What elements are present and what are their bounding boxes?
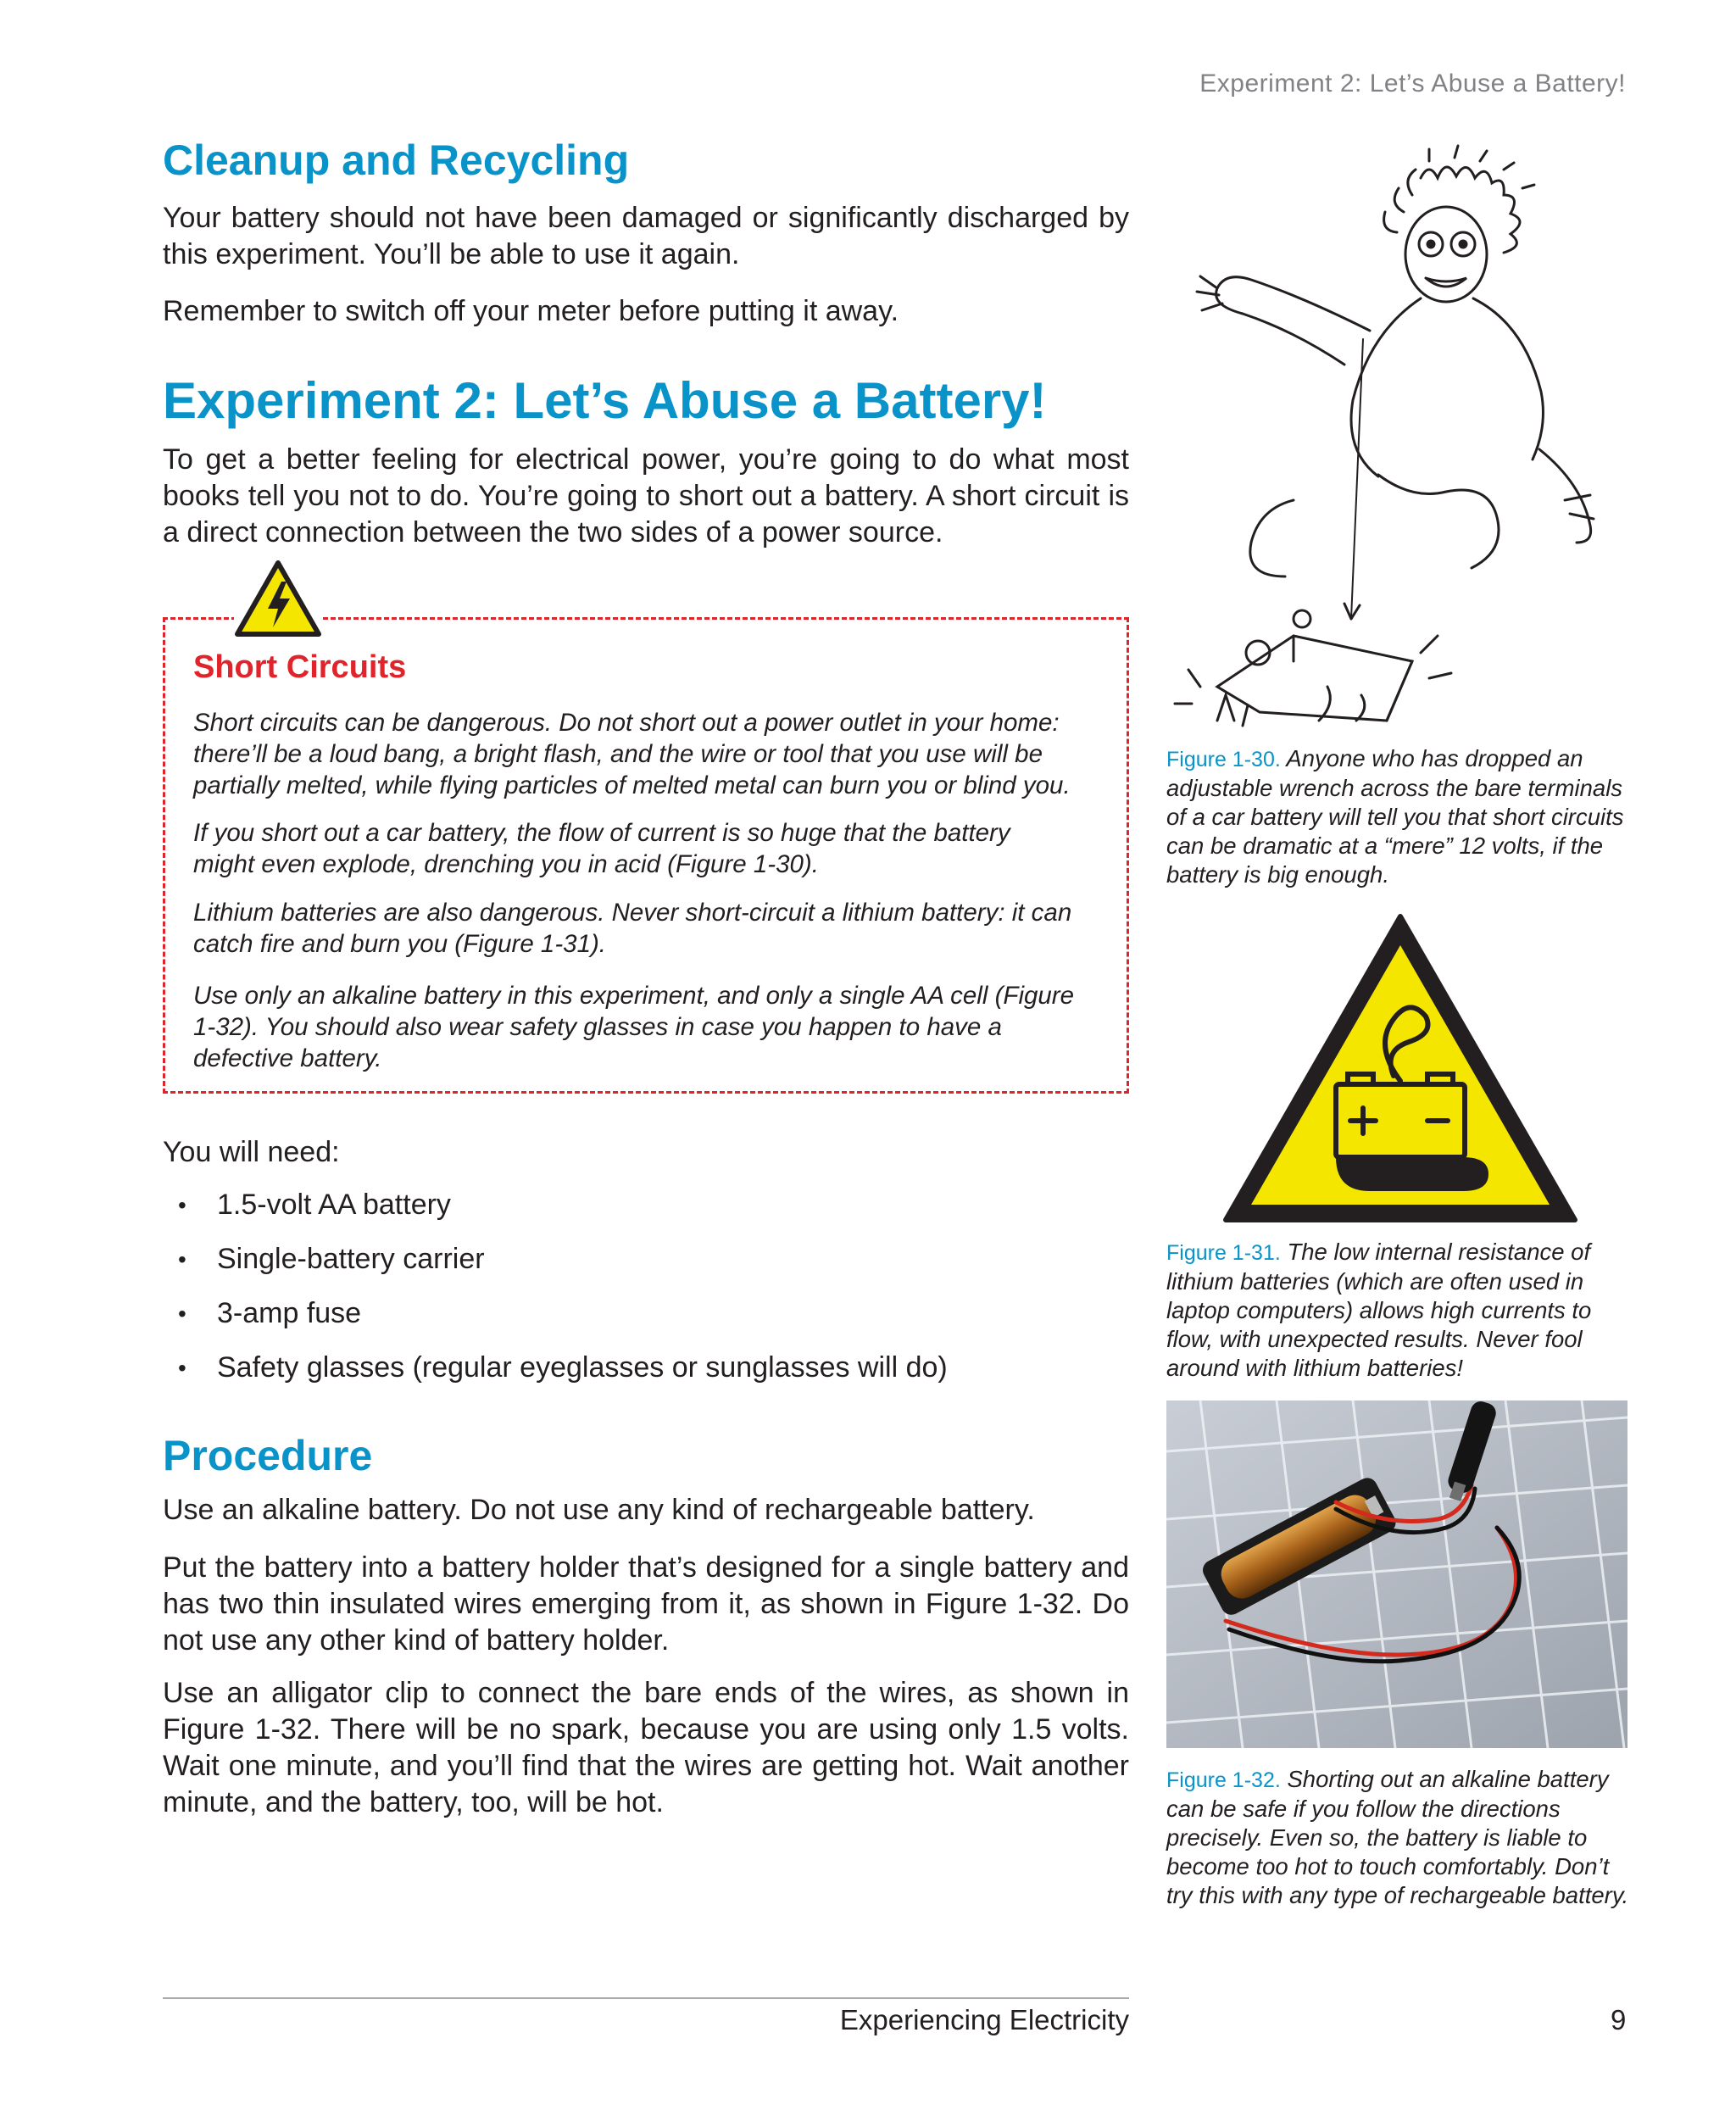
page-number: 9 xyxy=(1611,2004,1627,2035)
procedure-heading: Procedure xyxy=(163,1432,373,1479)
cleanup-heading: Cleanup and Recycling xyxy=(163,136,630,184)
warning-paragraph: Lithium batteries are also dangerous. Never short-circuit a lithium battery: it can catch fire and burn you (Figure 1-31). xyxy=(193,899,1072,958)
figure-label: Figure 1-32. xyxy=(1166,1768,1281,1792)
figure-label: Figure 1-31. xyxy=(1166,1241,1281,1265)
footer-rule xyxy=(163,1997,1129,1999)
list-item: • Safety glasses (regular eyeglasses or sunglasses will do) xyxy=(178,1350,948,1404)
procedure-paragraph: Put the battery into a battery holder that’s designed for a single battery and has two thin insulated wires emerging from it, as shown in Figure 1-32. Do not use any other kind of battery holder. xyxy=(163,1551,1129,1657)
figure-1-31-battery-hazard-sign xyxy=(1221,911,1580,1225)
caption-text: Shorting out an alkaline battery can be safe if you follow the directions precisely. Even so, the battery is liable to become too hot to touch comfortably. Don’t try this with any type of rechargeable battery. xyxy=(1166,1766,1629,1908)
figure-1-31-caption xyxy=(1166,1238,1641,1383)
need-intro: You will need: xyxy=(163,1136,340,1168)
warning-paragraph: Use only an alkaline battery in this experiment, and only a single AA cell (Figure 1-32). You should also wear safety glasses in case you happen to have a defective battery. xyxy=(193,982,1075,1072)
materials-list xyxy=(178,1187,948,1404)
footer-section-title: Experiencing Electricity xyxy=(839,2004,1129,2035)
warning-paragraph: If you short out a car battery, the flow of current is so huge that the battery might even explode, drenching you in acid (Figure 1-30). xyxy=(193,819,1010,878)
caption-text: The low internal resistance of lithium batteries (which are often used in laptop computers) allows high currents to flow, with unexpected results. Never fool around with lithium batteries! xyxy=(1166,1239,1592,1381)
figure-label: Figure 1-30. xyxy=(1166,748,1281,771)
warning-title: Short Circuits xyxy=(193,649,407,685)
procedure-paragraph: Use an alligator clip to connect the bare ends of the wires, as shown in Figure 1-32. There will be no spark, because you are using only 1.5 volts. Wait one minute, and you’ll find that the wires are getting hot. Wait another minute, and the battery, too, will be hot. xyxy=(163,1677,1129,1818)
experiment-intro: To get a better feeling for electrical power, you’re going to do what most books tell you not to do. You’re going to short out a battery. A short circuit is a direct connection between the two sides of a power source. xyxy=(163,443,1129,548)
experiment-heading: Experiment 2: Let’s Abuse a Battery! xyxy=(163,372,1047,429)
warning-paragraph: Short circuits can be dangerous. Do not short out a power outlet in your home: there’ll be a loud bang, a bright flash, and the wire or tool that you use will be partially melted, while flying particles of melted metal can burn you or blind you. xyxy=(193,709,1071,799)
figure-1-30-illustration xyxy=(1166,144,1641,729)
running-head: Experiment 2: Let’s Abuse a Battery! xyxy=(1199,70,1626,97)
high-voltage-warning-icon xyxy=(234,560,322,638)
figure-1-32-caption xyxy=(1166,1765,1641,1910)
figure-1-30-caption xyxy=(1166,744,1641,889)
list-item: • Single-battery carrier xyxy=(178,1241,948,1295)
caption-text: Anyone who has dropped an adjustable wrench across the bare terminals of a car battery will tell you that short circuits can be dramatic at a “mere” 12 volts, if the battery is big enough. xyxy=(1166,745,1624,888)
figure-1-32-battery-photo xyxy=(1166,1400,1628,1748)
procedure-paragraph: Use an alkaline battery. Do not use any kind of rechargeable battery. xyxy=(163,1494,1035,1526)
cleanup-paragraph-2: Remember to switch off your meter before putting it away. xyxy=(163,295,899,327)
cleanup-paragraph-1: Your battery should not have been damaged or significantly discharged by this experiment. You’ll be able to use it again. xyxy=(163,202,1129,270)
list-item: • 1.5-volt AA battery xyxy=(178,1187,948,1241)
list-item: • 3-amp fuse xyxy=(178,1295,948,1350)
